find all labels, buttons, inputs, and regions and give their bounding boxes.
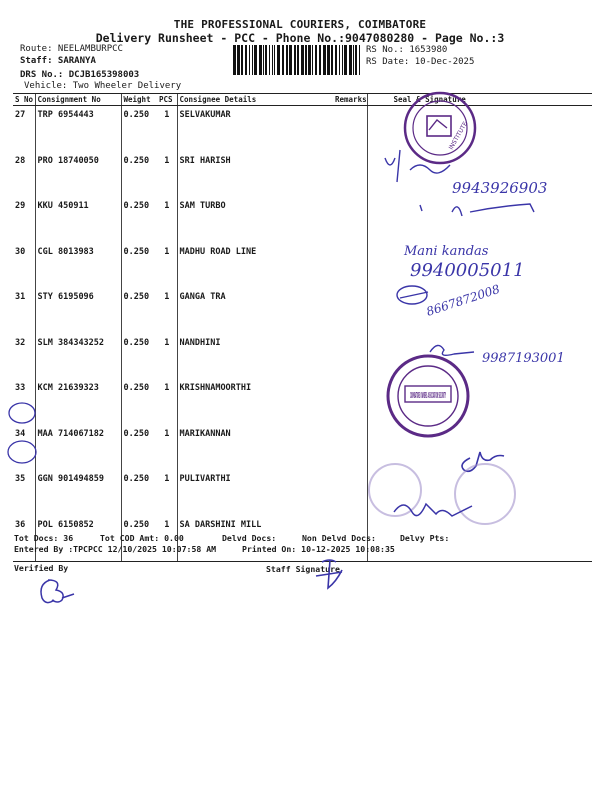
- row-pcs: 1: [164, 428, 170, 439]
- row-consignee: MADHU ROAD LINE: [177, 243, 333, 289]
- row-consignment-no: POL 6150852: [35, 516, 121, 562]
- runsheet-subtitle: Delivery Runsheet - PCC - Phone No.:9047080280 - Page No.:3: [95, 31, 505, 45]
- row-consignment-no: STY 6195096: [35, 288, 121, 334]
- entered-by: Entered By :TPCPCC 12/10/2025 10:07:58 AM: [14, 544, 217, 554]
- row-sno: 33: [15, 383, 26, 393]
- row-consignee: SA DARSHINI MILL: [177, 516, 333, 562]
- verified-by-signature: [41, 580, 74, 603]
- row-pcs: 1: [164, 246, 170, 257]
- row-consignment-no: TRP 6954443: [35, 106, 121, 152]
- row-pcs: 1: [164, 292, 170, 302]
- row-consignment-no: PRO 18740050: [35, 152, 121, 198]
- handwritten-phone-32: 9987193001: [482, 351, 565, 366]
- row-consignment-no: MAA 714067182: [35, 425, 121, 471]
- row-sno: 29: [15, 201, 26, 211]
- col-sno: S No: [15, 95, 34, 104]
- row-consignment-no: CGL 8013983: [35, 243, 121, 289]
- security-stamp-text: COIMBATORE OWNERS ASSOCIATION SECURITY: [410, 391, 447, 400]
- staff-label: Staff: SARANYA: [20, 56, 96, 66]
- signature-row-32: [430, 345, 474, 355]
- row-pcs: 1: [164, 337, 170, 348]
- row-sno: 35: [15, 474, 26, 484]
- handwritten-phone-31: 8667872008: [424, 281, 502, 319]
- total-cod-amount: Tot COD Amt: 0.00: [100, 533, 184, 543]
- row-sno: 34: [15, 428, 26, 439]
- col-weight: Weight: [121, 94, 157, 106]
- handwritten-phone-28: 9943926903: [452, 179, 548, 197]
- row-pcs: 1: [164, 383, 170, 393]
- rs-date: RS Date: 10-Dec-2025: [366, 57, 475, 67]
- circle-mark-35: [8, 441, 36, 463]
- drs-number: DRS No.: DCJB165398003: [20, 70, 140, 80]
- row-consignee: SELVAKUMAR: [177, 106, 333, 152]
- row-weight: 0.250: [121, 152, 157, 198]
- route-label: Route: NEELAMBURPCC: [20, 44, 123, 54]
- row-weight: 0.250: [121, 425, 157, 471]
- total-docs: Tot Docs: 36: [14, 533, 74, 543]
- handwritten-name-30: Mani kandas: [404, 244, 489, 259]
- staff-signature-label: Staff Signature: [266, 564, 340, 574]
- row-consignee: SRI HARISH: [177, 152, 333, 198]
- security-stamp: [388, 356, 468, 436]
- row-sno: 36: [13, 516, 35, 562]
- delivered-docs: Delvd Docs:: [222, 533, 277, 543]
- handwritten-phone-30: 9940005011: [410, 260, 525, 281]
- row-weight: 0.250: [121, 288, 157, 334]
- col-consignment: Consignment No: [35, 94, 121, 106]
- row-consignee: KRISHNAMOORTHI: [177, 379, 333, 425]
- verified-by: Verified By: [14, 563, 69, 573]
- row-sno: 32: [15, 337, 26, 348]
- row-consignment-no: KKU 450911: [35, 197, 121, 243]
- row-consignee: GANGA TRA: [177, 288, 333, 334]
- row-consignment-no: KCM 21639323: [35, 379, 121, 425]
- row-weight: 0.250: [121, 470, 157, 516]
- circle-mark-34: [9, 403, 35, 423]
- row-pcs: 1: [164, 201, 170, 211]
- staff-signature-mark: [316, 560, 342, 588]
- col-seal-signature: Seal & Signature: [367, 94, 592, 106]
- row-weight: 0.250: [121, 243, 157, 289]
- printed-on: Printed On: 10-12-2025 10:08:35: [242, 544, 395, 554]
- row-weight: 0.250: [121, 106, 157, 152]
- row-sno: 27: [15, 110, 26, 120]
- row-weight: 0.250: [121, 516, 157, 562]
- row-pcs: 1: [164, 155, 170, 166]
- company-title: THE PROFESSIONAL COURIERS, COIMBATORE: [173, 18, 427, 31]
- row-sno: 30: [15, 246, 26, 257]
- row-consignee: MARIKANNAN: [177, 425, 333, 471]
- row-sno: 28: [15, 155, 26, 166]
- faded-stamp: [369, 464, 515, 524]
- col-remarks: Remarks: [335, 95, 367, 104]
- signature-row-31: [397, 286, 428, 304]
- row-weight: 0.250: [121, 334, 157, 380]
- col-pcs: PCS: [157, 94, 177, 106]
- row-pcs: 1: [157, 516, 177, 562]
- row-pcs: 1: [164, 110, 170, 120]
- signature-row-29: [420, 204, 534, 216]
- row-consignment-no: GGN 901494859: [35, 470, 121, 516]
- institute-stamp-text: INSTITUTE: [447, 120, 470, 151]
- row-consignee: SAM TURBO: [177, 197, 333, 243]
- row-pcs: 1: [164, 474, 170, 484]
- col-consignee: Consignee Details: [177, 94, 333, 106]
- row-weight: 0.250: [121, 379, 157, 425]
- vehicle-label: Vehicle: Two Wheeler Delivery: [24, 81, 182, 91]
- row-consignment-no: SLM 384343252: [35, 334, 121, 380]
- row-consignee: NANDHINI: [177, 334, 333, 380]
- institute-stamp: [405, 93, 475, 163]
- non-delivered-docs: Non Delvd Docs:: [302, 533, 376, 543]
- rs-number: RS No.: 1653980: [366, 45, 448, 55]
- row-sno: 31: [15, 292, 26, 302]
- row-consignee: PULIVARTHI: [177, 470, 333, 516]
- row-weight: 0.250: [121, 197, 157, 243]
- delivery-points: Delvy Pts:: [400, 533, 450, 543]
